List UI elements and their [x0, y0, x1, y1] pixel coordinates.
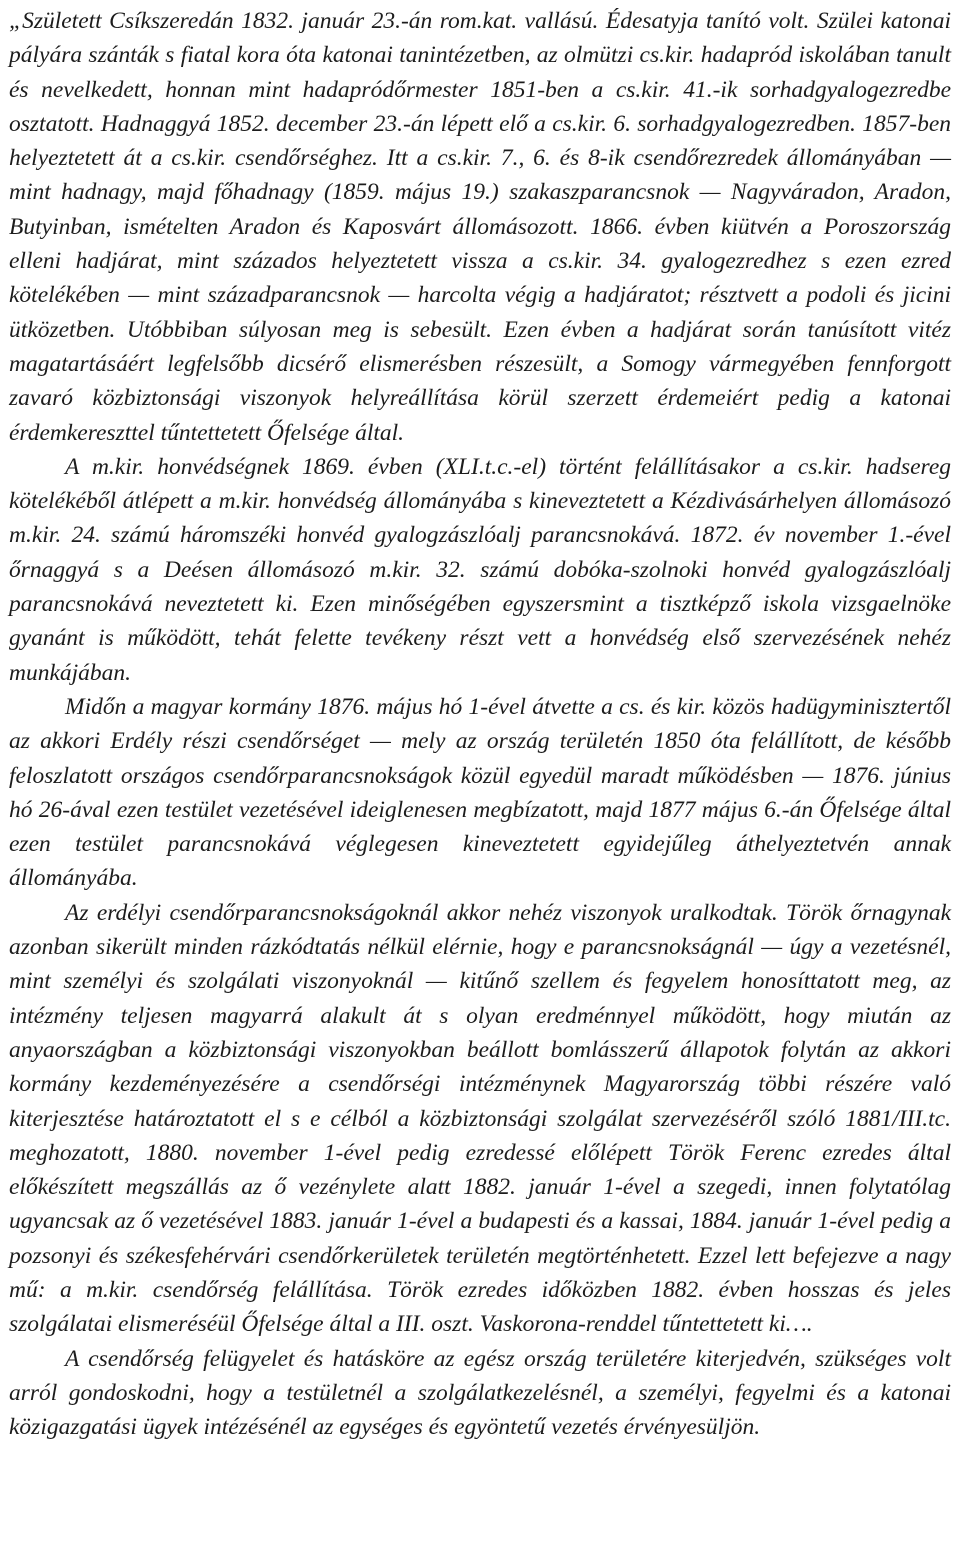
biography-paragraph-5: A csendőrség felügyelet és hatásköre az egész ország területére kiterjedvén, szükséges volt arról gondoskodni, hogy a testületnél a szolgálatkezelésnél, a személyi, fegyelmi és a katonai közigazgatási ügyek intézésénél az egységes és egyöntetű vezetés érvényesüljön.: [9, 1345, 951, 1441]
biography-paragraph-4: Az erdélyi csendőrparancsnokságoknál akkor nehéz viszonyok uralkodtak. Török őrnagynak azonban sikerült minden rázkódtatás nélkül elérnie, hogy e parancsnokságnál — úgy a vezetésnél, mint személyi és szolgálati viszonyoknál — kitűnő szellem és fegyelem honosíttatott meg, az intézmény teljesen magyarrá alakult át s olyan eredménnyel működött, hogy miután az anyaországban a közbiztonsági viszonyokban beállott bomlásszerű állapotok folytán az akkori kormány kezdeményezésére a csendőrségi intézménynek Magyarország többi részére való kiterjesztése határoztatott el s e célból a közbiztonsági szolgálat szervezéséről szóló 1881/III.tc. meghozatott, 1880. november 1-ével pedig ezredessé előlépett Török Ferenc ezredes által előkészített megszállás az ő vezénylete alatt 1882. január 1-ével a szegedi, innen folytatólag ugyancsak az ő vezetésével 1883. január 1-ével a budapesti és a kassai, 1884. január 1-ével pedig a pozsonyi és székesfehérvári csendőrkerületek területén megtörténhetett. Ezzel lett befejezve a nagy mű: a m.kir. csendőrség felállítása. Török ezredes időközben 1882. évben hosszas és jeles szolgálatai elismeréséül Őfelsége által a III. oszt. Vaskorona-renddel tűntettetett ki….: [9, 899, 951, 1338]
biography-paragraph-2: A m.kir. honvédségnek 1869. évben (XLI.t.c.-el) történt felállításakor a cs.kir. hadsereg kötelékéből átlépett a m.kir. honvédség állományába s kineveztetett a Kézdivásárhelyen állomásozó m.kir. 24. számú háromszéki honvéd gyalogzászlóalj parancsnokává. 1872. év november 1.-ével őrnaggyá s a Deésen állomásozó m.kir. 32. számú dobóka-szolnoki honvéd gyalogzászlóalj parancsnokává neveztetett ki. Ezen minőségében egyszersmint a tisztképző iskola vizsgaelnöke gyanánt is működött, tehát felette tevékeny részt vett a honvédség első szervezésének nehéz munkájában.: [9, 453, 951, 686]
biography-paragraph-3: Midőn a magyar kormány 1876. május hó 1-ével átvette a cs. és kir. közös hadügyminisztertől az akkori Erdély részi csendőrséget — mely az ország területén 1850 óta felállított, de később feloszlatott országos csendőrparancsnokságok közül egyedül maradt működésben — 1876. június hó 26-ával ezen testület vezetésével ideiglenesen megbízatott, majd 1877 május 6.-án Őfelsége által ezen testület parancsnokává véglegesen kineveztetett egyidejűleg áthelyeztetvén annak állományába.: [9, 693, 951, 892]
biography-paragraph-1: „Született Csíkszeredán 1832. január 23.-án rom.kat. vallású. Édesatyja tanító volt. Szülei katonai pályára szánták s fiatal kora óta katonai tanintézetben, az olmützi cs.kir. hadapród iskolában tanult és nevelkedett, honnan mint hadapródőrmester 1851-ben a cs.kir. 41.-ik sorhadgyalogezredbe osztatott. Hadnaggyá 1852. december 23.-án lépett elő a cs.kir. 6. sorhadgyalogezredben. 1857-ben helyeztetett át a cs.kir. csendőrséghez. Itt a cs.kir. 7., 6. és 8-ik csendőrezredek állományában — mint hadnagy, majd főhadnagy (1859. május 19.) szakaszparancsnok — Nagyváradon, Aradon, Butyinban, ismételten Aradon és Kaposvárt állomásozott. 1866. évben kiütvén a Poroszország elleni hadjárat, mint százados helyeztetett vissza a cs.kir. 34. gyalogezredhez s ezen ezred kötelékében — mint századparancsnok — harcolta végig a hadjáratot; résztvett a podoli és jicini ütközetben. Utóbbiban súlyosan meg is sebesült. Ezen évben a hadjárat során tanúsított vitéz magatartásáért legfelsőbb dicsérő elismerésben részesült, a Somogy vármegyében fennforgott zavaró közbiztonsági viszonyok helyreállítása körül szerzett érdemeiért pedig a katonai érdemkereszttel tűntettetett Őfelsége által.: [9, 8, 951, 446]
